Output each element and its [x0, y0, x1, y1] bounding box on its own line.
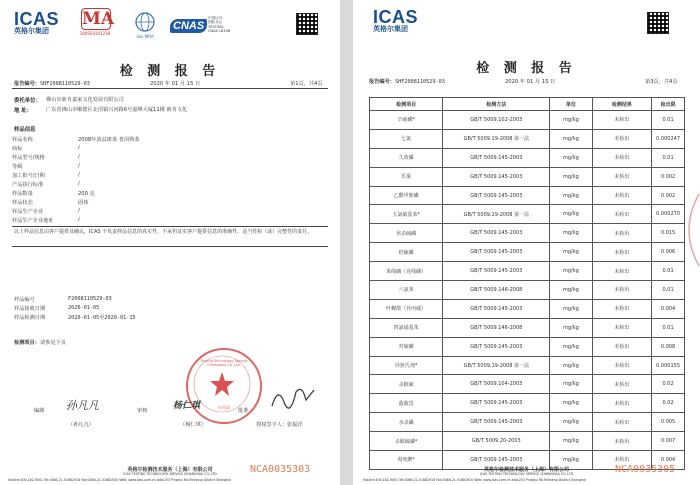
table-cell: 0.006 [652, 243, 685, 262]
table-cell: mg/kg [550, 451, 592, 470]
cnas-sub-2: 国际互认 [208, 20, 223, 25]
table-cell: 未检出 [592, 186, 652, 205]
test-date-value: 2020-01-05至2020-01-15 [68, 315, 136, 321]
table-cell: 敌敌畏 [370, 394, 443, 413]
icas-logo-text: ICAS [373, 7, 419, 27]
table-cell: mg/kg [550, 167, 592, 186]
cnas-sub-4: CNAS L8198 [208, 28, 231, 33]
table-cell: mg/kg [550, 281, 592, 300]
table-cell: 未检出 [592, 337, 652, 356]
table-cell: 0.007 [652, 432, 685, 451]
table-cell: 0.000270 [652, 205, 685, 224]
table-cell: GB/T 5009.146-2008 [443, 281, 550, 300]
icas-logo-cn: 英格尔集团 [373, 26, 408, 33]
footer-hotline: Hotline:400-182-9001 Tel:0086-21-51682918 Fax:0086-21-51682920 Web: www.icas.com.cn Add:253 Pingdui Rd.Minhang District Shanghai [8, 478, 232, 482]
qr-code-icon[interactable] [296, 13, 318, 35]
footer-hotline: Hotline:400-182-9001 Tel:0086-21-51682918 Fax:0086-21-51682920 Web: www.icas.com.cn Add:253 Pingdui Rd.Minhang District Shanghai [363, 478, 587, 482]
table-cell: 未检出 [592, 413, 652, 432]
table-cell: GB/T 5009.145-2003 [443, 451, 550, 470]
table-cell: 未检出 [592, 243, 652, 262]
table-row [370, 129, 685, 148]
table-row [370, 375, 685, 394]
table-cell: 未检出 [592, 205, 652, 224]
table-cell: 未检出 [592, 356, 652, 375]
icas-logo-cn: 英格尔集团 [14, 28, 49, 35]
table-cell: mg/kg [550, 148, 592, 167]
icas-logo [14, 10, 59, 36]
seal-subtext: 专用章 [218, 405, 230, 410]
compiler-name: （孙凡凡） [68, 422, 94, 428]
report-no: 报告编号：SHF2008110529-03 [14, 81, 90, 87]
sample-info-key: 商标 [12, 146, 23, 152]
table-cell: GB/T 5009.19-2008 第一法 [443, 205, 550, 224]
table-cell: 异狄氏剂* [370, 356, 443, 375]
results-table [369, 97, 685, 470]
table-cell: 未检出 [592, 129, 652, 148]
table-cell: 辛硫磷* [370, 111, 443, 130]
table-cell: GB/T 5009.19-2008 第一法 [443, 356, 550, 375]
table-cell: GB/T 5009.145-2003 [443, 224, 550, 243]
table-cell: mg/kg [550, 318, 592, 337]
table-cell: 未检出 [592, 148, 652, 167]
icas-logo-text: ICAS [14, 9, 60, 29]
table-cell: mg/kg [550, 394, 592, 413]
table-row [370, 224, 685, 243]
report-page-1 [0, 0, 340, 485]
table-cell: mg/kg [550, 299, 592, 318]
table-cell: 未检出 [592, 318, 652, 337]
sample-info-value: / [78, 154, 80, 160]
client-label: 委托单位： [14, 98, 41, 104]
table-cell: GB/T 5009.145-2003 [443, 394, 550, 413]
report-no: 报告编号：SHF2008110529-03 [369, 79, 445, 85]
footer-company-cn: 英格尔检测技术服务（上海）有限公司 [127, 467, 213, 473]
table-row [370, 432, 685, 451]
column-header: 检出限 [652, 98, 685, 111]
footer-company-en: ICAS TESTING TECHNOLOGY SERVICE (SHANGHAI) CO.,LTD [479, 472, 574, 476]
sample-no-value: F2008110529-03 [68, 296, 112, 302]
table-header-row [370, 98, 685, 111]
table-cell: GB/T 5009.145-2003 [443, 167, 550, 186]
sample-info-key: 样品生产企业 [12, 209, 44, 215]
sample-info-value: / [78, 163, 80, 169]
table-row [370, 243, 685, 262]
signature-approver [270, 382, 320, 412]
ma-number: 180920341238 [79, 31, 111, 36]
table-cell: 未检出 [592, 451, 652, 470]
table-row [370, 413, 685, 432]
table-row [370, 111, 685, 130]
table-cell: 苯线磷（克线磷） [370, 262, 443, 281]
table-cell: mg/kg [550, 129, 592, 148]
table-cell: 0.000155 [652, 356, 685, 375]
qr-code-icon[interactable] [647, 12, 669, 34]
table-row [370, 205, 685, 224]
table-cell: 七氯 [370, 129, 443, 148]
table-cell: 杀螟硫 [370, 375, 443, 394]
table-cell: GB/T 5009.146-2008 [443, 318, 550, 337]
table-cell: GB/T 5009.145-2003 [443, 413, 550, 432]
reviewer-name: （杨仁琪） [180, 422, 206, 428]
address-label: 地 址： [14, 108, 33, 114]
page-seal-watermark [675, 190, 700, 270]
report-title: 检 测 报 告 [119, 64, 221, 79]
table-cell: 六氯苯 [370, 281, 443, 300]
table-cell: 对硫磷 [370, 337, 443, 356]
table-cell: mg/kg [550, 243, 592, 262]
table-cell: mg/kg [550, 205, 592, 224]
sample-info-key: 样品状态 [12, 200, 33, 206]
table-cell: 杀螟硫磷* [370, 432, 443, 451]
sample-info-value: / [78, 217, 80, 223]
reviewer-label: 审核 [137, 408, 148, 414]
ma-logo-text: MA [82, 9, 115, 29]
table-body [370, 111, 685, 470]
table-cell: 0.002 [652, 167, 685, 186]
table-cell: 毒死蜱* [370, 451, 443, 470]
table-row [370, 299, 685, 318]
table-cell: 0.000247 [652, 129, 685, 148]
sample-info-value: / [78, 208, 80, 214]
table-row [370, 167, 685, 186]
table-row [370, 148, 685, 167]
table-cell: 0.01 [652, 318, 685, 337]
table-cell: 倍硫磷 [370, 243, 443, 262]
client-value: 佛山市新肯嘉家文化发展有限公司 [46, 97, 124, 103]
test-items: 检测项目：请参见下页 [14, 340, 66, 346]
table-cell: GB/T 5009.102-2003 [443, 111, 550, 130]
table-cell: 未检出 [592, 394, 652, 413]
icas-logo [373, 8, 418, 34]
sample-info-value: / [78, 145, 80, 151]
table-cell: mg/kg [550, 432, 592, 451]
table-cell: 0.01 [652, 148, 685, 167]
sample-info-key: 样品数量 [12, 191, 33, 197]
serial-number: NCA0035305 [615, 464, 676, 475]
table-cell: 0.02 [652, 394, 685, 413]
table-cell: mg/kg [550, 413, 592, 432]
divider [12, 226, 328, 227]
table-cell: 0.002 [652, 186, 685, 205]
report-title: 检 测 报 告 [476, 61, 577, 76]
sample-info-heading: 样品信息 [14, 127, 36, 133]
signature-compiler: 孙凡凡 [66, 399, 99, 412]
sample-info-value: 2008年滇益斑茶 普洱熟茶 [78, 137, 140, 143]
table-cell: 四氯硝基苯 [370, 318, 443, 337]
footer-company-en: ICAS TESTING TECHNOLOGY SERVICE (SHANGHAI) CO.,LTD [123, 472, 217, 476]
table-cell: 乐果 [370, 167, 443, 186]
table-cell: 0.004 [652, 451, 685, 470]
table-row [370, 262, 685, 281]
table-cell: 久效磷 [370, 148, 443, 167]
sample-info-value: 200 克 [78, 191, 95, 197]
table-cell: 乙酰甲胺磷 [370, 186, 443, 205]
page-number: 第3页，共4页 [645, 79, 678, 85]
table-cell: 0.005 [652, 413, 685, 432]
column-header: 检测结果 [592, 98, 652, 111]
table-cell: GB/T 5009.145-2003 [443, 337, 550, 356]
sample-info-value: / [78, 181, 80, 187]
table-cell: 水杀磷 [370, 413, 443, 432]
table-cell: 0.015 [652, 224, 685, 243]
sample-info-value: 固体 [78, 200, 89, 206]
footer-company-cn: 英格尔检测技术服务（上海）有限公司 [483, 467, 569, 473]
cnas-logo [170, 16, 230, 38]
sample-info-key: 样品型号/规格 [12, 155, 45, 161]
table-row [370, 394, 685, 413]
sample-info-key: 产品执行标准 [12, 182, 44, 188]
cnas-sub-3: TESTING [208, 24, 224, 29]
table-cell: 0.01 [652, 111, 685, 130]
table-cell: mg/kg [550, 224, 592, 243]
sample-info-value: / [78, 172, 80, 178]
table-cell: GB/T 5009.20-2003 [443, 432, 550, 451]
divider [12, 246, 328, 247]
report-date: 2020 年 01 月 15 日 [150, 81, 201, 87]
table-cell: mg/kg [550, 356, 592, 375]
sample-info-key: 样品生产企业地址 [12, 218, 54, 224]
table-row [370, 337, 685, 356]
table-cell: 未检出 [592, 262, 652, 281]
divider [12, 88, 328, 89]
table-cell: 叶蝉散（异丙威） [370, 299, 443, 318]
company-seal [186, 348, 262, 424]
table-cell: mg/kg [550, 262, 592, 281]
table-cell: mg/kg [550, 375, 592, 394]
cnas-sub-1: 中国认可 [208, 16, 223, 20]
cnas-text: CNAS [170, 19, 207, 33]
table-cell: 0.02 [652, 375, 685, 394]
sample-info-key: 样品名称 [12, 137, 33, 143]
table-row [370, 318, 685, 337]
table-cell: 未检出 [592, 281, 652, 300]
table-cell: 未检出 [592, 375, 652, 394]
table-cell: mg/kg [550, 111, 592, 130]
table-cell: 五氯硝基苯* [370, 205, 443, 224]
serial-number: NCA0035303 [250, 464, 311, 475]
seal-text: Testing Technology Service (Shanghai) Co.,Ltd. [200, 359, 248, 367]
table-cell: 伏杀硫磷 [370, 224, 443, 243]
receive-date-value: 2020-01-05 [68, 305, 100, 311]
address-value: 广东省佛山市顺德区北滘镇兴河路6号嘉峰大厦11楼 新肯文化 [46, 107, 188, 113]
table-cell: 0.008 [652, 337, 685, 356]
table-cell: GB/T 5009.145-2003 [443, 262, 550, 281]
table-cell: 未检出 [592, 299, 652, 318]
page-number: 第1页，共4页 [290, 81, 323, 87]
sample-info-key: 加工批号/日期 [12, 173, 45, 179]
signature-reviewer: 杨仁琪 [173, 401, 201, 411]
table-cell: 0.01 [652, 281, 685, 300]
column-header: 单位 [550, 98, 592, 111]
column-header: 检测项目 [370, 98, 443, 111]
table-cell: 未检出 [592, 432, 652, 451]
table-row [370, 186, 685, 205]
compiler-label: 编制 [34, 408, 45, 414]
table-cell: GB/T 5009.104-2003 [443, 375, 550, 394]
disclaimer-note: 以上样品信息由客户提供及确认，ICAS 不负责样品信息的真实性，不承担证实客户提供信息的准确性、适当性和（或）完整性的责任。 [14, 229, 313, 235]
table-cell: 未检出 [592, 224, 652, 243]
report-page-3 [353, 0, 700, 485]
globe-icon [131, 12, 159, 34]
table-cell: 0.01 [652, 262, 685, 281]
ma-logo [78, 8, 115, 38]
table-cell: GB/T 5009.145-2003 [443, 148, 550, 167]
table-row [370, 356, 685, 375]
table-cell: 未检出 [592, 111, 652, 130]
table-cell: GB/T 5009.145-2003 [443, 243, 550, 262]
approver-label: 批准 [238, 408, 249, 414]
sample-info-key: 等级 [12, 164, 23, 170]
table-cell: GB/T 5009.19-2008 第一法 [443, 129, 550, 148]
report-date: 2020 年 01 月 15 日 [505, 79, 556, 85]
table-cell: mg/kg [550, 186, 592, 205]
table-cell: 未检出 [592, 167, 652, 186]
sample-no-label: 样品编号 [14, 297, 35, 303]
receive-date-label: 样品接收日期 [14, 306, 46, 312]
table-row [370, 281, 685, 300]
test-date-label: 样品检测日期 [14, 315, 46, 321]
ilac-mra-text: ilac-MRA [136, 34, 154, 39]
table-cell: GB/T 5009.145-2003 [443, 299, 550, 318]
table-cell: 0.004 [652, 299, 685, 318]
table-cell: mg/kg [550, 337, 592, 356]
table-cell: GB/T 5009.145-2003 [443, 186, 550, 205]
approver-name: 授权签字人：张振洋 [256, 422, 303, 428]
column-header: 检测方法 [443, 98, 550, 111]
ilac-mra-logo [131, 12, 159, 39]
